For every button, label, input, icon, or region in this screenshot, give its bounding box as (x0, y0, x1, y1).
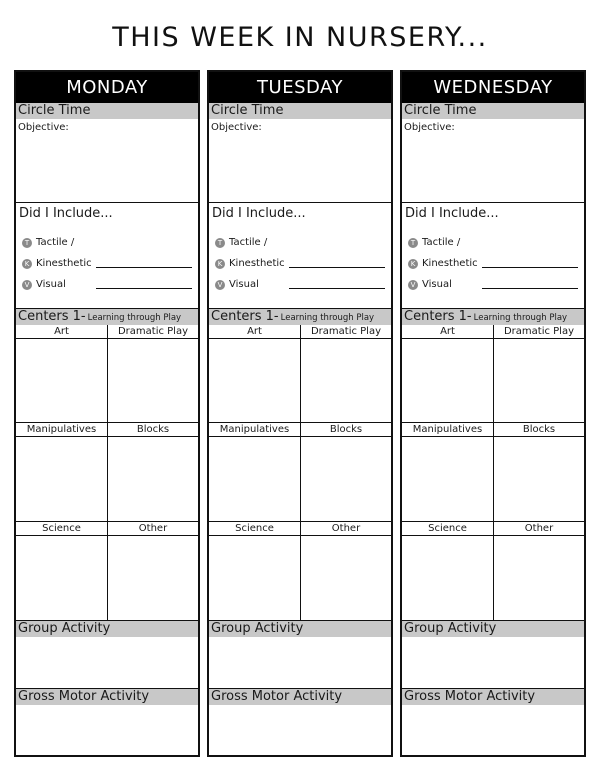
art-label: Art (209, 325, 300, 339)
other-label: Other (301, 522, 391, 536)
circle-time-area[interactable] (209, 119, 391, 203)
kinesthetic-line[interactable] (96, 267, 192, 268)
visual-line[interactable] (289, 288, 385, 289)
science-cell[interactable] (402, 522, 494, 621)
dramatic-play-cell[interactable] (494, 325, 584, 423)
art-cell[interactable] (402, 325, 494, 423)
kinesthetic-label: Kinesthetic (36, 258, 92, 269)
group-activity-area[interactable] (209, 637, 391, 689)
visual-label: Visual (229, 279, 259, 290)
blocks-cell[interactable] (301, 423, 391, 522)
art-cell[interactable] (16, 325, 108, 423)
blocks-cell[interactable] (108, 423, 198, 522)
blocks-label: Blocks (108, 423, 198, 437)
kinesthetic-label: Kinesthetic (229, 258, 285, 269)
visual-line[interactable] (482, 288, 578, 289)
centers-grid (402, 325, 584, 621)
dramatic-play-cell[interactable] (108, 325, 198, 423)
day-column-wednesday (400, 70, 586, 757)
manipulatives-cell[interactable] (16, 423, 108, 522)
kinesthetic-row (22, 258, 92, 269)
gross-motor-area[interactable] (16, 705, 198, 751)
include-area (16, 203, 198, 309)
centers-grid (209, 325, 391, 621)
other-cell[interactable] (494, 522, 584, 621)
manipulatives-label: Manipulatives (402, 423, 493, 437)
other-label: Other (108, 522, 198, 536)
centers-header: Centers 1- Learning through Play (209, 309, 391, 325)
visual-icon: V (408, 280, 418, 290)
objective-label: Objective: (18, 122, 69, 133)
science-cell[interactable] (16, 522, 108, 621)
group-activity-header: Group Activity (209, 621, 391, 637)
manipulatives-label: Manipulatives (16, 423, 107, 437)
tactile-row (215, 237, 267, 248)
art-cell[interactable] (209, 325, 301, 423)
group-activity-area[interactable] (402, 637, 584, 689)
circle-time-area[interactable] (16, 119, 198, 203)
dramatic-play-cell[interactable] (301, 325, 391, 423)
gross-motor-header: Gross Motor Activity (16, 689, 198, 705)
blocks-cell[interactable] (494, 423, 584, 522)
day-column-tuesday (207, 70, 393, 757)
science-cell[interactable] (209, 522, 301, 621)
gross-motor-area[interactable] (402, 705, 584, 751)
manipulatives-label: Manipulatives (209, 423, 300, 437)
day-column-monday (14, 70, 200, 757)
tactile-label: Tactile / (36, 237, 75, 248)
tactile-icon: T (408, 238, 418, 248)
day-header: TUESDAY (209, 72, 391, 103)
manipulatives-cell[interactable] (402, 423, 494, 522)
kinesthetic-label: Kinesthetic (422, 258, 478, 269)
circle-time-area[interactable] (402, 119, 584, 203)
science-label: Science (209, 522, 300, 536)
circle-time-header: Circle Time (209, 103, 391, 119)
include-area (209, 203, 391, 309)
manipulatives-cell[interactable] (209, 423, 301, 522)
gross-motor-area[interactable] (209, 705, 391, 751)
art-label: Art (402, 325, 493, 339)
tactile-row (22, 237, 74, 248)
group-activity-header: Group Activity (402, 621, 584, 637)
objective-label: Objective: (404, 122, 455, 133)
kinesthetic-line[interactable] (289, 267, 385, 268)
visual-row (22, 279, 66, 290)
kinesthetic-icon: K (215, 259, 225, 269)
day-header: MONDAY (16, 72, 198, 103)
kinesthetic-line[interactable] (482, 267, 578, 268)
kinesthetic-icon: K (408, 259, 418, 269)
objective-label: Objective: (211, 122, 262, 133)
centers-header: Centers 1- Learning through Play (16, 309, 198, 325)
visual-row (215, 279, 259, 290)
tactile-label: Tactile / (422, 237, 461, 248)
centers-header: Centers 1- Learning through Play (402, 309, 584, 325)
blocks-label: Blocks (301, 423, 391, 437)
day-header: WEDNESDAY (402, 72, 584, 103)
group-activity-area[interactable] (16, 637, 198, 689)
visual-icon: V (22, 280, 32, 290)
tactile-icon: T (22, 238, 32, 248)
did-i-include-label: Did I Include... (19, 206, 113, 221)
did-i-include-label: Did I Include... (405, 206, 499, 221)
visual-line[interactable] (96, 288, 192, 289)
science-label: Science (402, 522, 493, 536)
visual-label: Visual (36, 279, 66, 290)
kinesthetic-row (408, 258, 478, 269)
include-area (402, 203, 584, 309)
gross-motor-header: Gross Motor Activity (402, 689, 584, 705)
other-label: Other (494, 522, 584, 536)
other-cell[interactable] (301, 522, 391, 621)
centers-grid (16, 325, 198, 621)
kinesthetic-icon: K (22, 259, 32, 269)
visual-row (408, 279, 452, 290)
tactile-icon: T (215, 238, 225, 248)
tactile-row (408, 237, 460, 248)
did-i-include-label: Did I Include... (212, 206, 306, 221)
circle-time-header: Circle Time (16, 103, 198, 119)
dramatic-play-label: Dramatic Play (108, 325, 198, 339)
dramatic-play-label: Dramatic Play (494, 325, 584, 339)
circle-time-header: Circle Time (402, 103, 584, 119)
visual-icon: V (215, 280, 225, 290)
science-label: Science (16, 522, 107, 536)
visual-label: Visual (422, 279, 452, 290)
gross-motor-header: Gross Motor Activity (209, 689, 391, 705)
group-activity-header: Group Activity (16, 621, 198, 637)
kinesthetic-row (215, 258, 285, 269)
page-title: THIS WEEK IN NURSERY... (112, 22, 488, 53)
blocks-label: Blocks (494, 423, 584, 437)
tactile-label: Tactile / (229, 237, 268, 248)
dramatic-play-label: Dramatic Play (301, 325, 391, 339)
art-label: Art (16, 325, 107, 339)
other-cell[interactable] (108, 522, 198, 621)
